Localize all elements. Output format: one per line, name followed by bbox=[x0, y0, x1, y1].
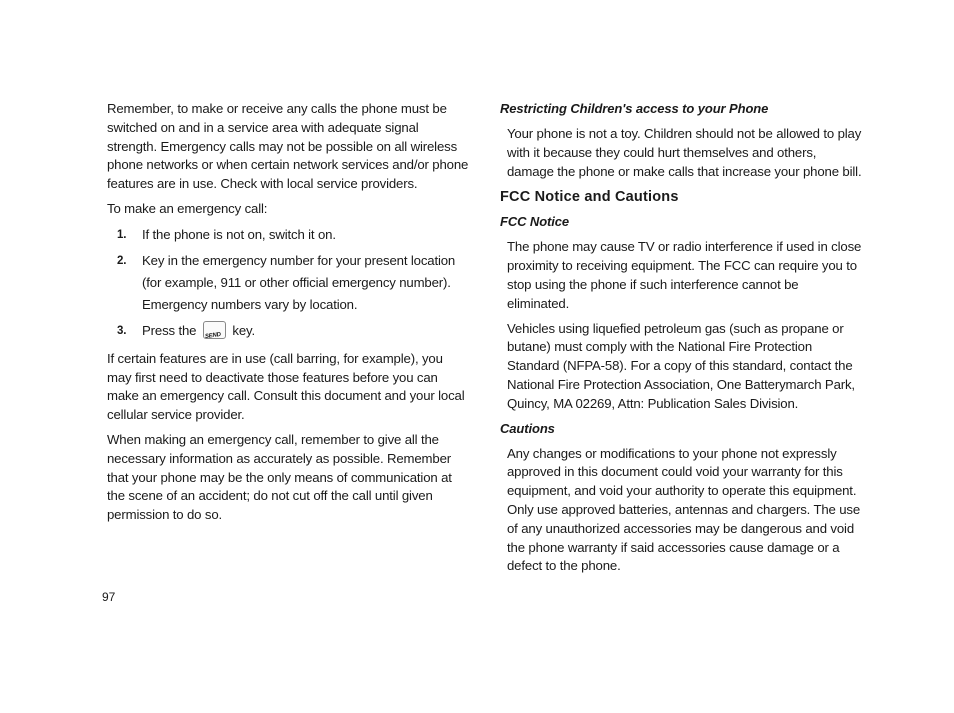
step-item bbox=[107, 320, 469, 342]
left-column bbox=[107, 100, 469, 531]
step-number: 2. bbox=[117, 254, 127, 267]
emergency-info-paragraph: When making an emergency call, remember to give all the necessary information as accurately as possible. Remember that your phone may be the only means of communication at the scene of an accident; do not cut off the call until given permission to do so. bbox=[107, 431, 452, 523]
emergency-steps-list bbox=[107, 224, 469, 342]
step-text: Key in the emergency number for your present location (for example, 911 or other official emergency number). Emergency numbers vary by location. bbox=[142, 252, 456, 312]
step-item bbox=[107, 250, 469, 316]
cautions-paragraph: Any changes or modifications to your phone not expressly approved in this document could void your warranty for this equipment, and void your authority to operate this equipment. Only use approved batteries, antennas and chargers. The use of any unauthorized accessories may be dangerous and void the phone warranty if said accessories cause damage or a defect to the phone. bbox=[507, 445, 861, 574]
features-paragraph: If certain features are in use (call barring, for example), you may first need to deactivate those features before you can make an emergency call. Consult this document and your local cellular service provider. bbox=[107, 350, 465, 423]
page-number: 97 bbox=[102, 590, 116, 604]
right-column bbox=[500, 100, 862, 582]
restricting-children-heading: Restricting Children's access to your Phone bbox=[500, 101, 769, 116]
fcc-section-heading: FCC Notice and Cautions bbox=[500, 189, 679, 206]
emergency-call-lead: To make an emergency call: bbox=[107, 200, 268, 216]
restricting-children-paragraph: Your phone is not a toy. Children should not be allowed to play with it because they could hurt themselves and others, damage the phone or make calls that increase your phone bill. bbox=[507, 126, 862, 179]
step-number: 3. bbox=[117, 324, 127, 337]
cautions-heading: Cautions bbox=[500, 420, 555, 436]
send-key-icon bbox=[203, 321, 226, 339]
fcc-interference-paragraph: The phone may cause TV or radio interference if used in close proximity to receiving equipment. The FCC can require you to stop using the phone if such interference cannot be eliminated. bbox=[507, 239, 862, 311]
send-key-label: SEND bbox=[204, 331, 222, 340]
step-text-after: key. bbox=[232, 322, 255, 338]
fcc-notice-heading: FCC Notice bbox=[500, 214, 570, 230]
lpg-vehicles-paragraph: Vehicles using liquefied petroleum gas (such as propane or butane) must comply with the National Fire Protection Standard (NFPA-58). For a copy of this standard, contact the National Fire Protection Association, One Batterymarch Park, Quincy, MA 02269, Attn: Publication Sales Division. bbox=[507, 320, 855, 411]
step-text-before: Press the bbox=[142, 322, 197, 338]
step-text: If the phone is not on, switch it on. bbox=[142, 226, 336, 242]
emergency-intro-paragraph: Remember, to make or receive any calls the phone must be switched on and in a service area with adequate signal strength. Emergency calls may not be possible on all wireless phone networks or when certain network services and/or phone features are in use. Check with local service providers. bbox=[107, 101, 469, 192]
step-item bbox=[107, 224, 469, 246]
step-number: 1. bbox=[117, 228, 127, 241]
